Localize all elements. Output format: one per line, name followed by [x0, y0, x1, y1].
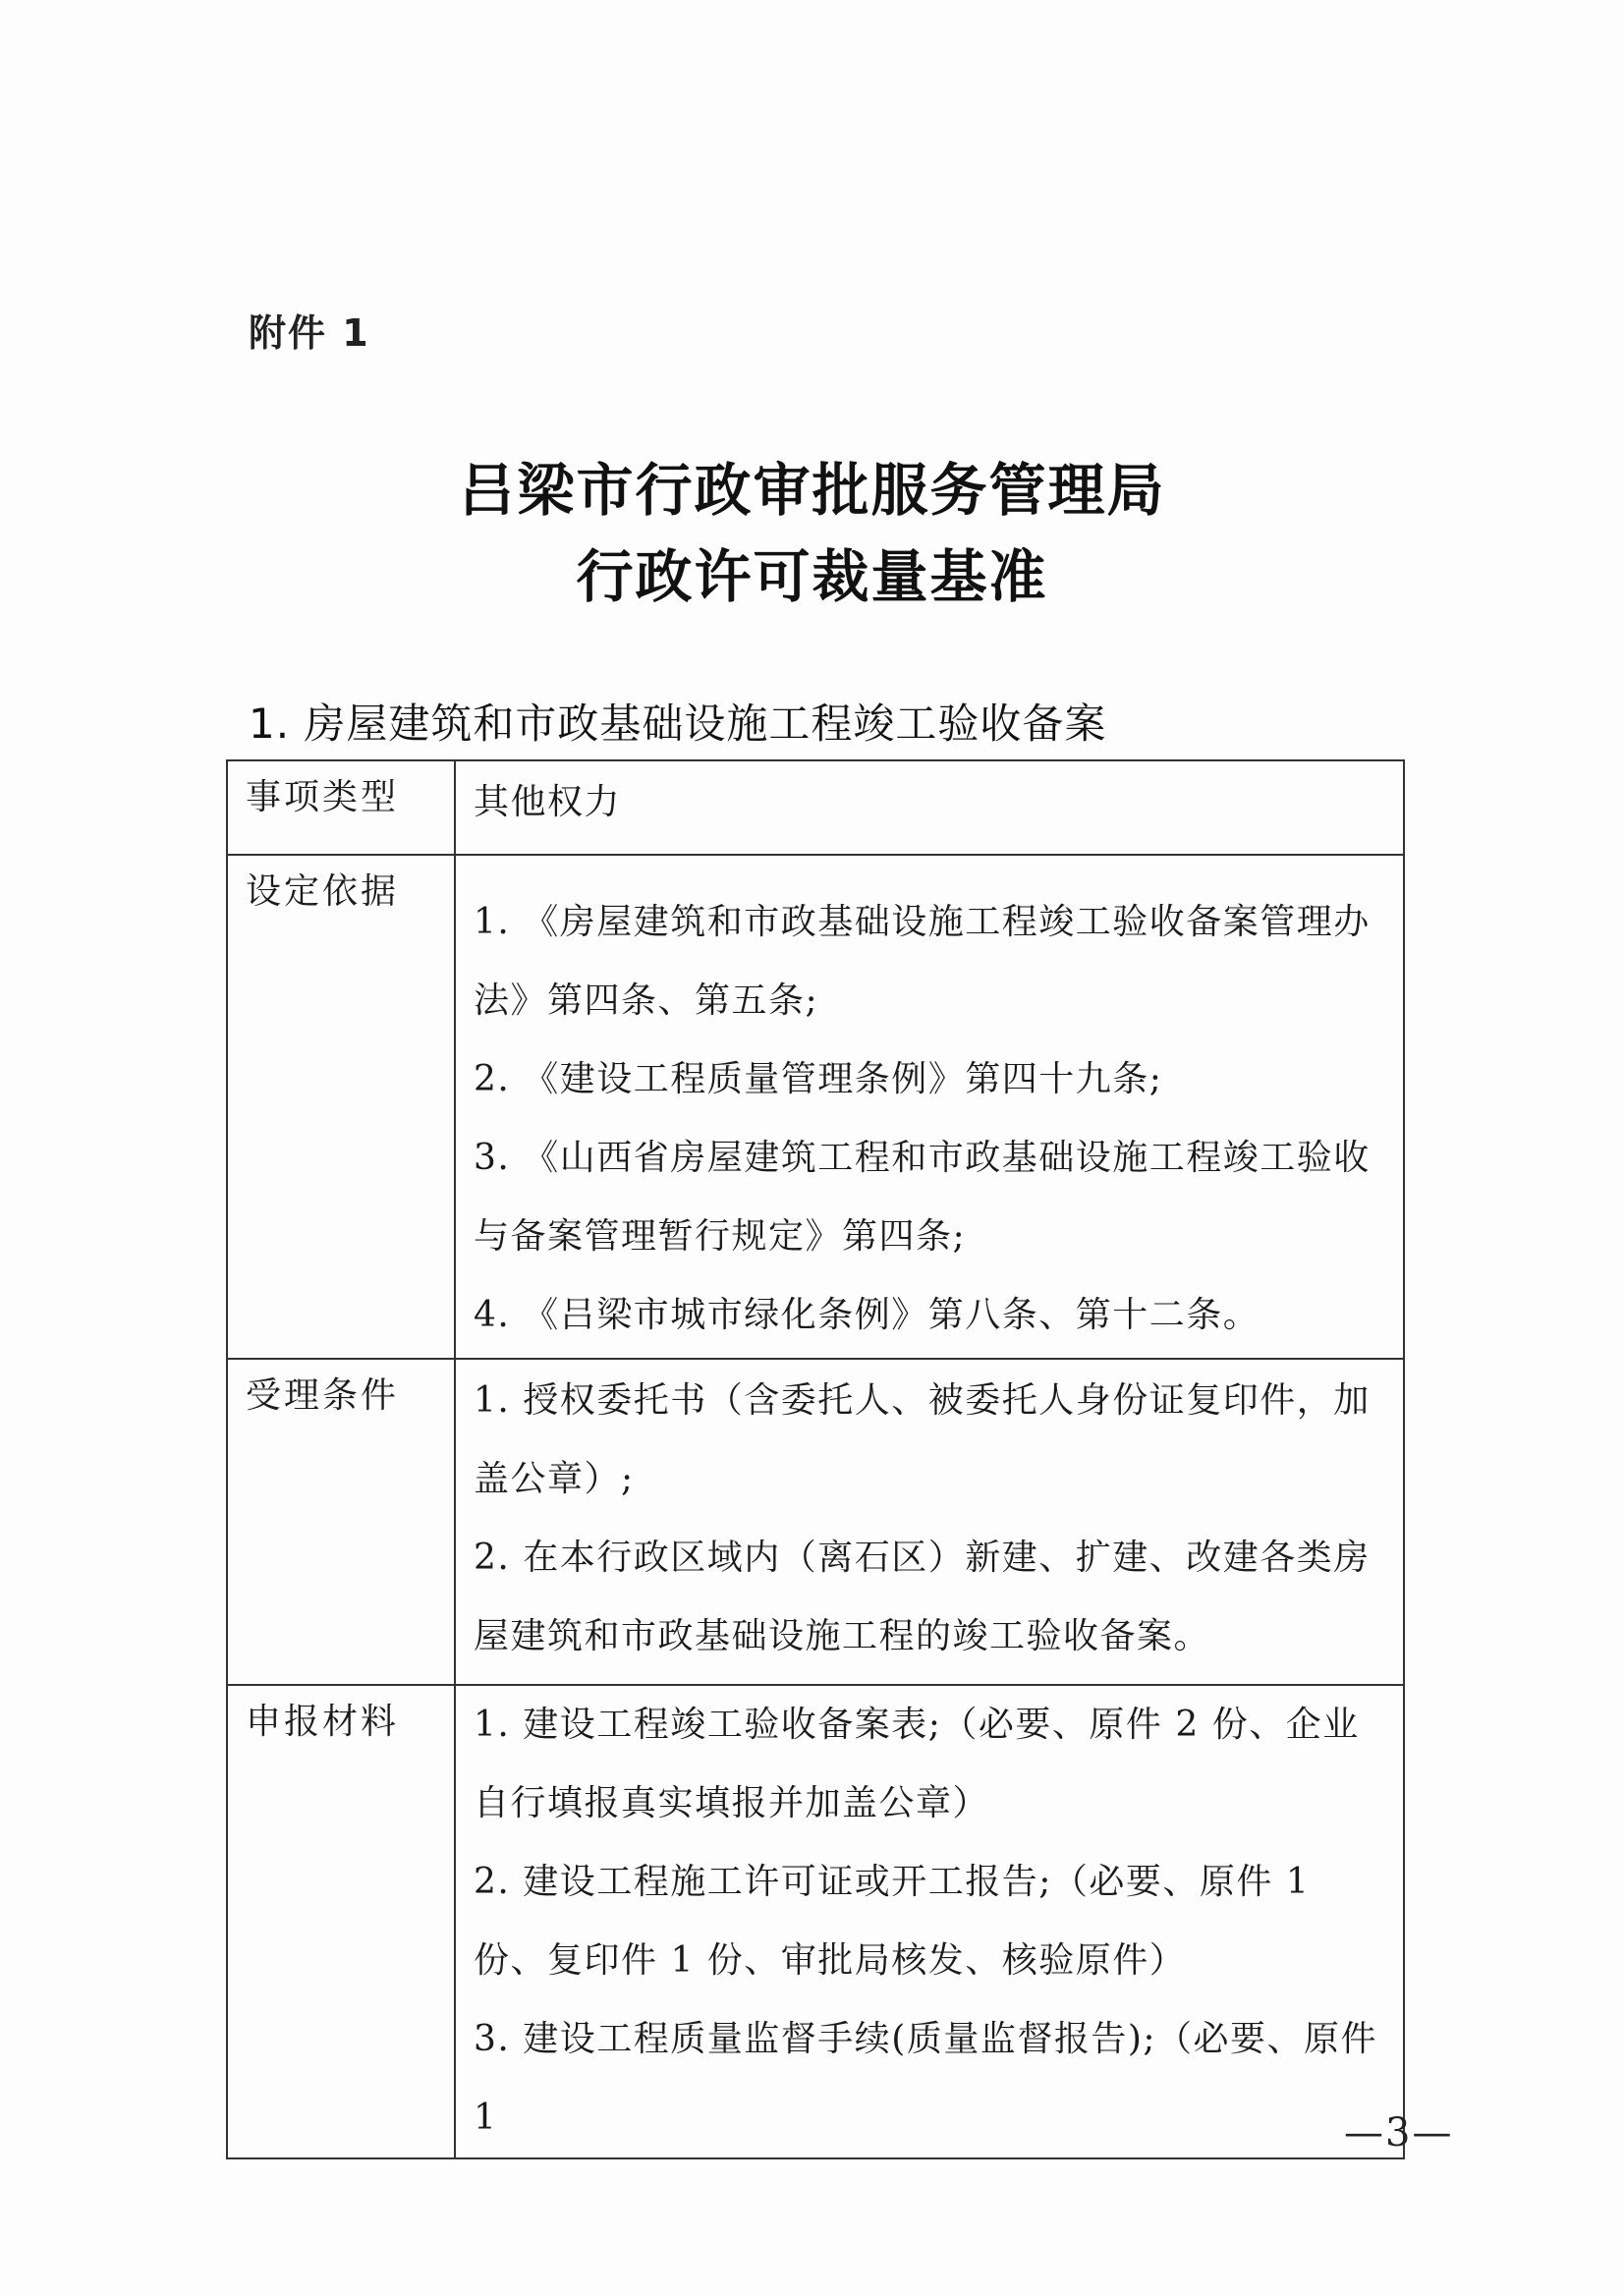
legal-basis-item: 1. 《房屋建筑和市政基础设施工程竣工验收备案管理办法》第四条、第五条; — [474, 902, 1371, 1021]
legal-basis-item: 2. 《建设工程质量管理条例》第四十九条; — [474, 1059, 1163, 1099]
item-type-value: 其他权力 — [455, 760, 1404, 855]
title-line-2: 行政许可裁量基准 — [576, 543, 1048, 610]
permit-criteria-table — [226, 759, 1405, 2159]
application-material-item: 2. 建设工程施工许可证或开工报告;（必要、原件 1 份、复印件 1 份、审批局核发、核验原件） — [474, 1862, 1311, 1981]
acceptance-conditions-content — [455, 1359, 1404, 1685]
section-heading: 1. 房屋建筑和市政基础设施工程竣工验收备案 — [249, 700, 1107, 748]
application-material-item: 1. 建设工程竣工验收备案表;（必要、原件 2 份、企业自行填报真实填报并加盖公章） — [474, 1705, 1360, 1823]
attachment-label: 附件 1 — [249, 311, 370, 355]
legal-basis-item: 3. 《山西省房屋建筑工程和市政基础设施工程竣工验收与备案管理暂行规定》第四条; — [474, 1138, 1371, 1257]
application-material-item: 3. 建设工程质量监督手续(质量监督报告);（必要、原件 1 — [474, 2019, 1378, 2138]
application-materials-content — [455, 1685, 1404, 2158]
legal-basis-item: 4. 《吕梁市城市绿化条例》第八条、第十二条。 — [474, 1295, 1260, 1335]
page-number: —3— — [1344, 2110, 1454, 2156]
table-row-application-materials — [227, 1685, 1404, 2158]
acceptance-condition-item: 2. 在本行政区域内（离石区）新建、扩建、改建各类房屋建筑和市政基础设施工程的竣工验收备案。 — [474, 1538, 1371, 1656]
application-materials-label: 申报材料 — [227, 1685, 455, 2158]
table-row-legal-basis — [227, 855, 1404, 1359]
legal-basis-content — [455, 855, 1404, 1359]
document-title — [0, 447, 1624, 620]
title-line-1: 吕梁市行政审批服务管理局 — [458, 457, 1166, 524]
acceptance-conditions-label: 受理条件 — [227, 1359, 455, 1685]
table-row-item-type — [227, 760, 1404, 855]
acceptance-condition-item: 1. 授权委托书（含委托人、被委托人身份证复印件，加盖公章）; — [474, 1380, 1371, 1499]
legal-basis-label: 设定依据 — [227, 855, 455, 1359]
table-row-acceptance-conditions — [227, 1359, 1404, 1685]
item-type-label: 事项类型 — [227, 760, 455, 855]
